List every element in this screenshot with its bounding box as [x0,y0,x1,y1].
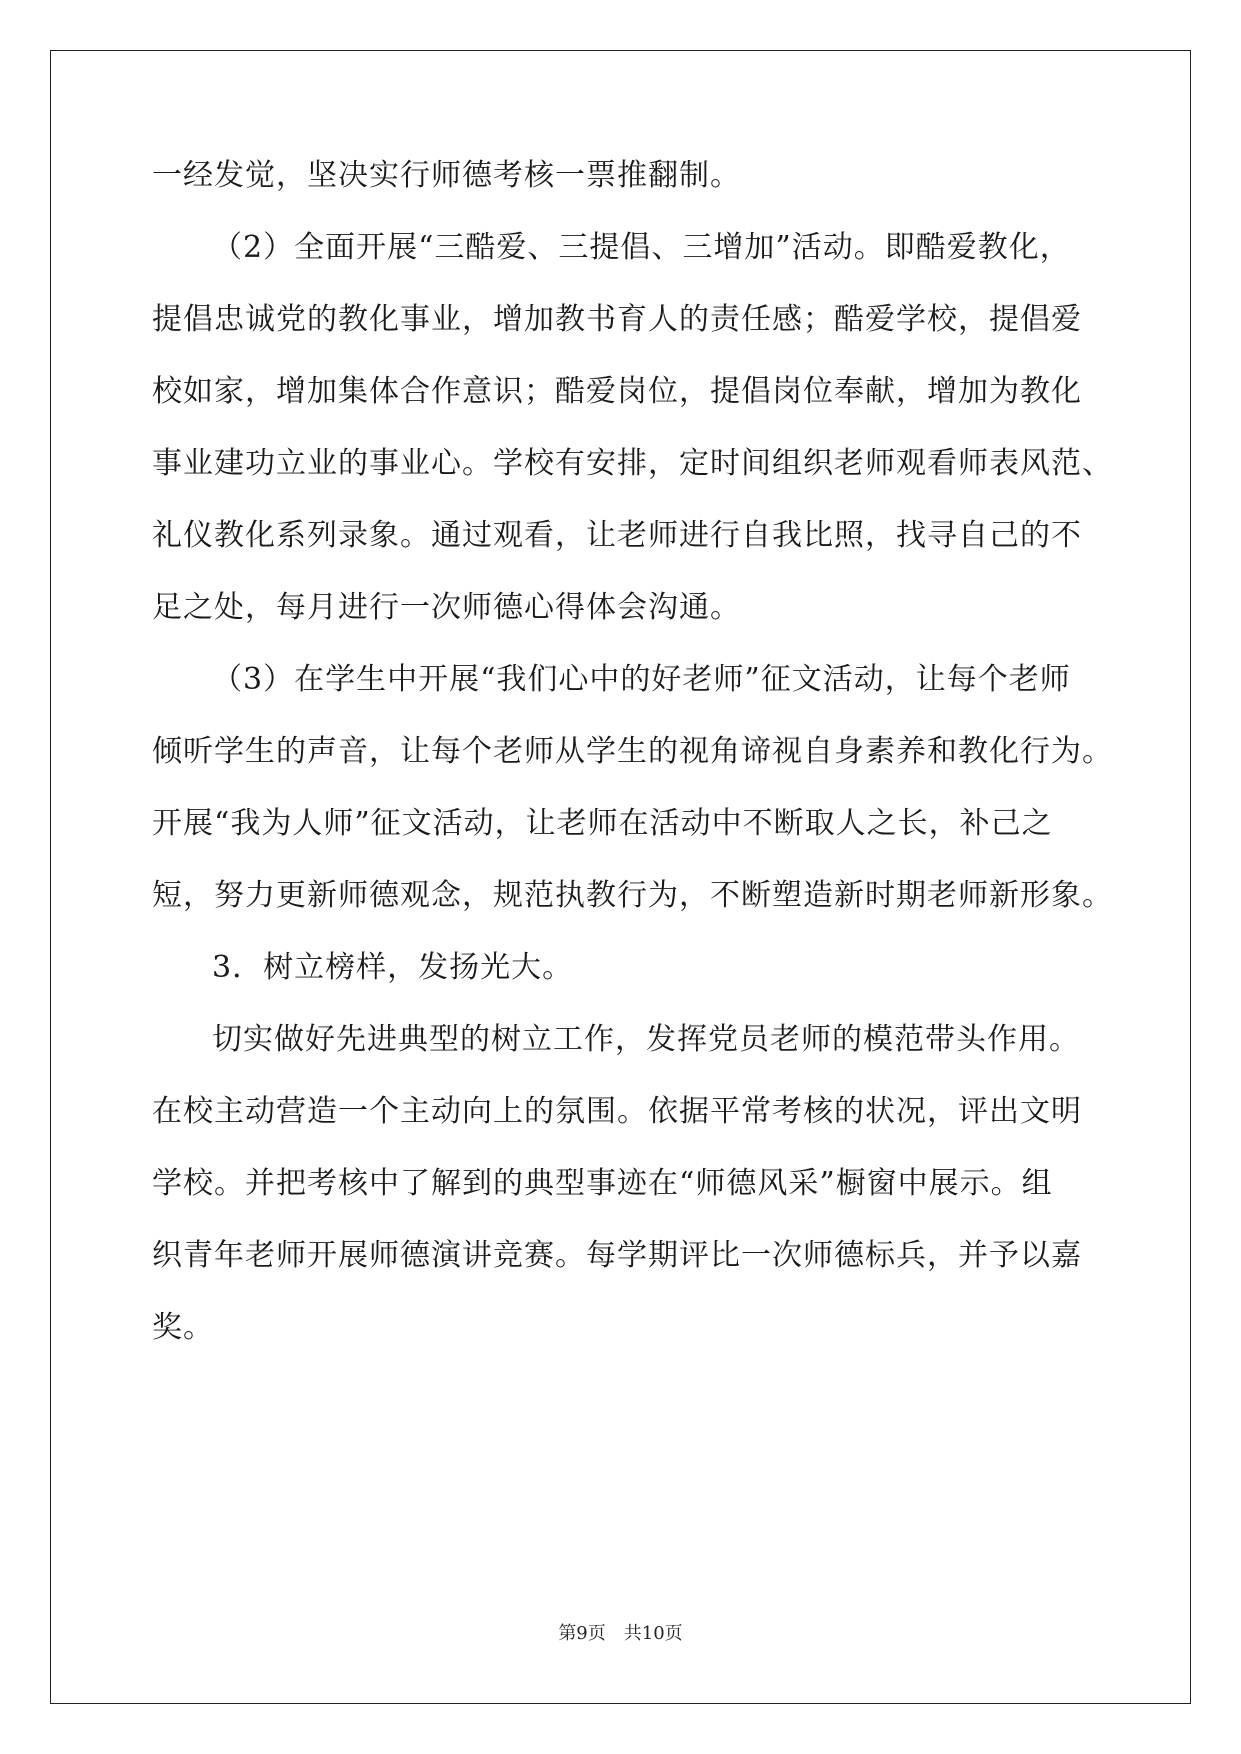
text-line: （2）全面开展“三酷爱、三提倡、三增加”活动。即酷爱教化， [212,230,1071,265]
text-line: 开展“我为人师”征文活动，让老师在活动中不断取人之长，补己之 [152,806,1053,841]
text-line: 在校主动营造一个主动向上的氛围。依据平常考核的状况，评出文明 [152,1094,1082,1129]
text-line: 倾听学生的声音，让每个老师从学生的视角谛视自身素养和教化行为。 [152,734,1113,769]
text-line: 礼仪教化系列录象。通过观看，让老师进行自我比照，找寻自己的不 [152,518,1082,553]
text-line: 校如家，增加集体合作意识；酷爱岗位，提倡岗位奉献，增加为教化 [152,374,1082,409]
section-heading: 3．树立榜样，发扬光大。 [212,950,574,985]
page-footer [0,1622,1241,1646]
text-line: 短，努力更新师德观念，规范执教行为，不断塑造新时期老师新形象。 [152,878,1113,913]
page-number: 第9页 [558,1623,606,1644]
text-line: 提倡忠诚党的教化事业，增加教书育人的责任感；酷爱学校，提倡爱 [152,302,1082,337]
text-line: 足之处，每月进行一次师德心得体会沟通。 [152,590,741,625]
text-line: 事业建功立业的事业心。学校有安排，定时间组织老师观看师表风范、 [152,446,1113,481]
text-line: 学校。并把考核中了解到的典型事迹在“师德风采”橱窗中展示。组 [152,1166,1053,1201]
text-line: 切实做好先进典型的树立工作，发挥党员老师的模范带头作用。 [212,1022,1080,1057]
page-total: 共10页 [623,1623,683,1644]
text-line: 一经发觉，坚决实行师德考核一票推翻制。 [152,158,741,193]
text-line: 奖。 [152,1310,214,1345]
text-line: 织青年老师开展师德演讲竞赛。每学期评比一次师德标兵，并予以嘉 [152,1238,1082,1273]
text-line: （3）在学生中开展“我们心中的好老师”征文活动，让每个老师 [212,662,1071,697]
